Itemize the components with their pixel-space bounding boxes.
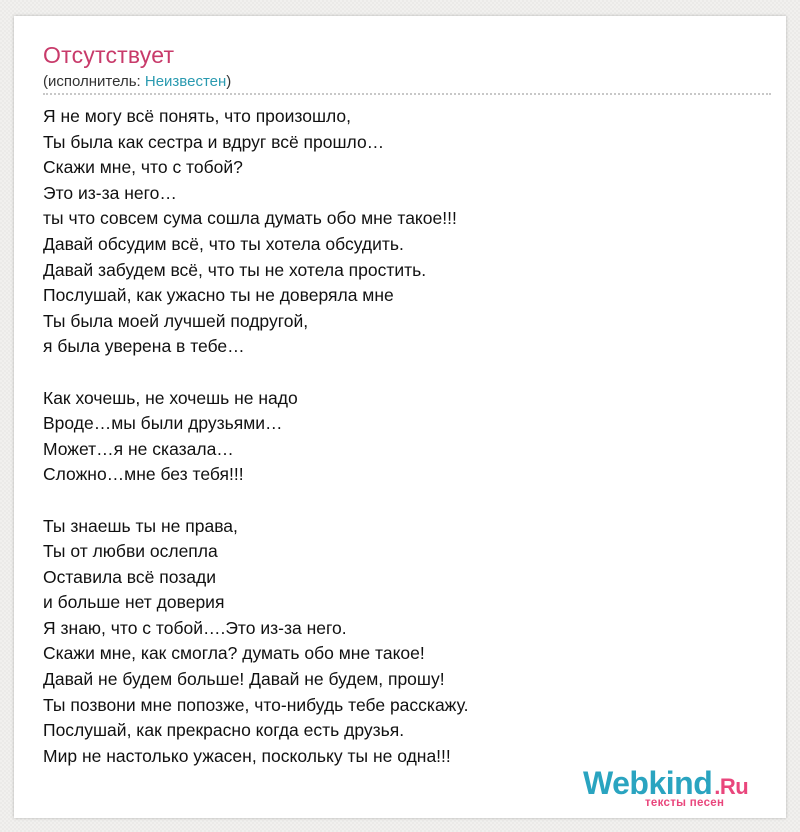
lyrics-line: и больше нет доверия xyxy=(43,592,225,613)
logo-brand: Webkind xyxy=(583,765,713,801)
lyrics-stanza xyxy=(43,104,763,360)
lyrics-line: Давай забудем всё, что ты не хотела простить. xyxy=(43,259,427,280)
dotted-divider xyxy=(43,93,771,95)
lyrics-line: Ты позвони мне попозже, что-нибудь тебе расскажу. xyxy=(43,694,469,715)
lyrics-line: Как хочешь, не хочешь не надо xyxy=(43,387,298,408)
logo-tld: .Ru xyxy=(714,774,749,799)
artist-line xyxy=(43,73,231,90)
lyrics-card xyxy=(14,16,786,818)
logo-tagline: тексты песен xyxy=(645,797,725,809)
artist-prefix: (исполнитель: xyxy=(43,73,145,90)
lyrics-line: Ты от любви ослепла xyxy=(43,541,218,562)
lyrics-line: Я не могу всё понять, что произошло, xyxy=(43,106,352,126)
artist-name-link[interactable]: Неизвестен xyxy=(144,73,227,90)
lyrics-line: Послушай, как ужасно ты не доверяла мне xyxy=(43,285,394,306)
lyrics-line: Ты знаешь ты не права, xyxy=(43,515,238,536)
lyrics-line: Это из-за него… xyxy=(43,182,177,203)
lyrics-line: Давай не будем больше! Давай не будем, прошу! xyxy=(43,669,445,690)
webkind-logo[interactable] xyxy=(583,764,783,814)
lyrics-line: Давай обсудим всё, что ты хотела обсудить. xyxy=(43,233,404,254)
lyrics-line: Может…я не сказала… xyxy=(43,438,234,459)
lyrics-line: я была уверена в тебе… xyxy=(43,336,245,357)
lyrics-line: Скажи мне, как смогла? думать обо мне такое! xyxy=(43,643,425,664)
lyrics-stanza xyxy=(43,514,763,770)
lyrics-line: Сложно…мне без тебя!!! xyxy=(43,464,244,485)
lyrics-line: Послушай, как прекрасно когда есть друзья. xyxy=(43,720,405,741)
lyrics-line: Скажи мне, что с тобой? xyxy=(43,157,243,178)
lyrics-line: Я знаю, что с тобой….Это из-за него. xyxy=(43,617,347,638)
artist-suffix: ) xyxy=(226,73,232,90)
lyrics-line: ты что совсем сума сошла думать обо мне такое!!! xyxy=(43,208,457,229)
lyrics-text xyxy=(43,104,763,769)
lyrics-line: Ты была моей лучшей подругой, xyxy=(43,310,309,331)
lyrics-line: Мир не настолько ужасен, поскольку ты не одна!!! xyxy=(43,745,451,766)
lyrics-stanza xyxy=(43,386,763,488)
lyrics-line: Ты была как сестра и вдруг всё прошло… xyxy=(43,131,385,152)
song-title: Отсутствует xyxy=(43,42,175,68)
lyrics-line: Вроде…мы были друзьями… xyxy=(43,413,283,434)
lyrics-line: Оставила всё позади xyxy=(43,566,216,587)
